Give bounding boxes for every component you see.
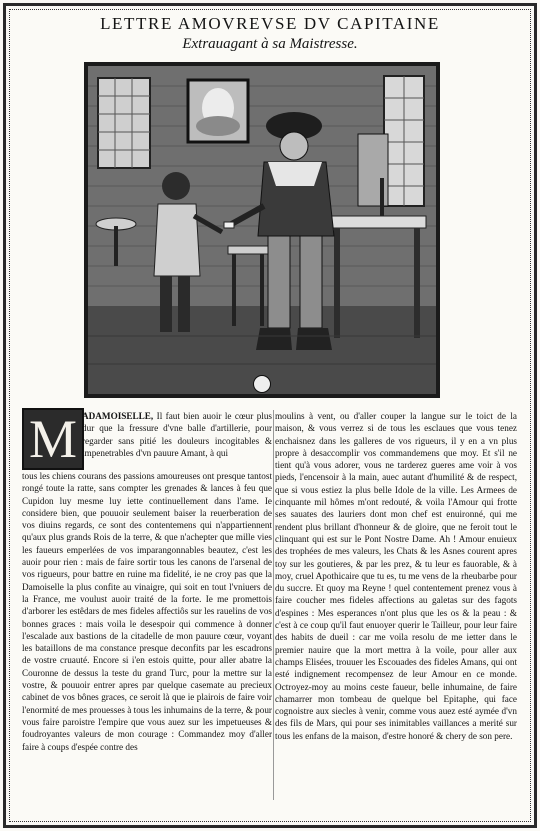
- drop-cap: M: [22, 408, 84, 470]
- left-window: [98, 78, 150, 168]
- column-divider: [273, 410, 274, 800]
- left-column-top: [82, 410, 272, 459]
- opening-text: Il faut bien auoir le cœur plus dur que la fressure d'vne balle d'artillerie, pour regarder sans pitié les douleurs incogitables & impenetrables d'vn pauure Amant, à qui: [82, 411, 273, 458]
- page-title: LETTRE AMOVREVSE DV CAPITAINE: [100, 14, 440, 33]
- salutation: ADAMOISELLE,: [82, 411, 154, 421]
- table: [326, 216, 426, 228]
- right-column: [275, 410, 517, 742]
- engraving-illustration: [84, 62, 440, 398]
- engraver-mark-icon: [253, 375, 271, 393]
- engraving-scene: [88, 66, 436, 394]
- left-column-body: [22, 470, 272, 753]
- left-column-text: tous les chiens courans des passions amoureuses ont presque tantost rongé toute la ratte, sans compter les grenades & lances à feu que Cupidon luy mesme luy iette continuellement dans l'ame. Ie considere bien, que pouuoir seulement baiser la reuerberation de vos diuins regards, ce sont des contentemens qui n'appartiennent qu'aux plus grands Rois de la terre, & que n'achepter que mille vies les faueurs emperlées de vos imparangonnables beautez, c'est les auoir pour rien : mais de faire sortir tous les canons de l'arsenal de vos rigueurs, pour battre en ruine ma fidelité, ie ne croy pas que la Damoiselle la plus confite au vinaigre, qui soit en tout l'vniuers de la France, me voulust auoir traité de la forte. Ie me promettois d'arborer les estêdars de mes fideles affectiôs sur les rauelins de vos bonnes graces : mais voila le desespoir qui commence à donner l'escalade aux bastions de la citadelle de mon pauure cœur, voyant les bataillons de ma constance presque deconfits par les escadrons de vostre cruauté. Encore si i'en estois quitte, pour aller abatre la Couronne de dessus la teste du grand Turc, pour la mettre sur la vostre, & pouuoir entrer apres par quelque casemate au precieux cabinet de vos bônes graces, ce seroit là que ie plairois de faire voir l'enormité de mes prouesses à tous les inhumains de la terre, & pour vous faire paroistre l'empire que vous auez sur les impetueuses & foudroyantes valeurs de mon courage : Commandez moy d'aller faire à coups d'espée contre des: [22, 471, 272, 752]
- right-column-text: moulins à vent, ou d'aller couper la langue sur le toict de la maison, & vous verrez si de tous les esclaues que vous tenez enchaisnez dans les galleres de vos rigueurs, il y en a vn plus propre à desaccomplir vos commandemens que moy. Et s'il ne tient qu'à vous adorer, vous ne tarderez gueres ame voir à vos pieds, l'encensoir à la main, auec autant d'humilité & de respect, que si vous estiez la plus belle Idole de la ville. Les Armees de cinquante mil hômes m'ont redouté, & voila l'Amour qui frotte ses sauates des lauriers dont mon chef est enuironné, qui me rendent plus brillant d'honneur & de gloire, que ne feroit tout le clinquant qui est sur le Pont Nostre Dame. Ah ! Amour enuieux des trophées de mes valeurs, les Chats & les Asnes courent apres toy sur les goutieres, & par les prez, & tu leur es fauorable, & à moy, cruel Apothicaire que tu es, tu me vens de la rheubarbe pour du succre. Et quoy ma Reyne ! quel contentement prenez vous à faire coucher mes fideles affections au galetas sur des fagots d'espines : Mes esperances n'ont plus que les os & la peau : & c'est à ce coup qu'il faut enuoyer querir le Tailleur, pour leur faire des habits de dueil : car me voila resolu de me ietter dans le premier nauire que la mort mettra à la voile, pour aller aux champs Elisées, trouuer les Escouades des fideles Amans, qui ont esté indignement recompensez de leur Amour en ce monde. Octroyez-moy au moins ceste faueur, belle inhumaine, de faire chamarrer mon tombeau de quelque bel Epitaphe, qui face cognoistre aux siecles à venir, comme vous auez esté aymée d'vn des fils de Mars, qui pour ses inimitables vaillances a merité sur tous les enfans de la maison, d'estre honoré & chery de son pere.: [275, 411, 517, 741]
- page-subtitle: Extrauagant à sa Maistresse.: [182, 36, 358, 52]
